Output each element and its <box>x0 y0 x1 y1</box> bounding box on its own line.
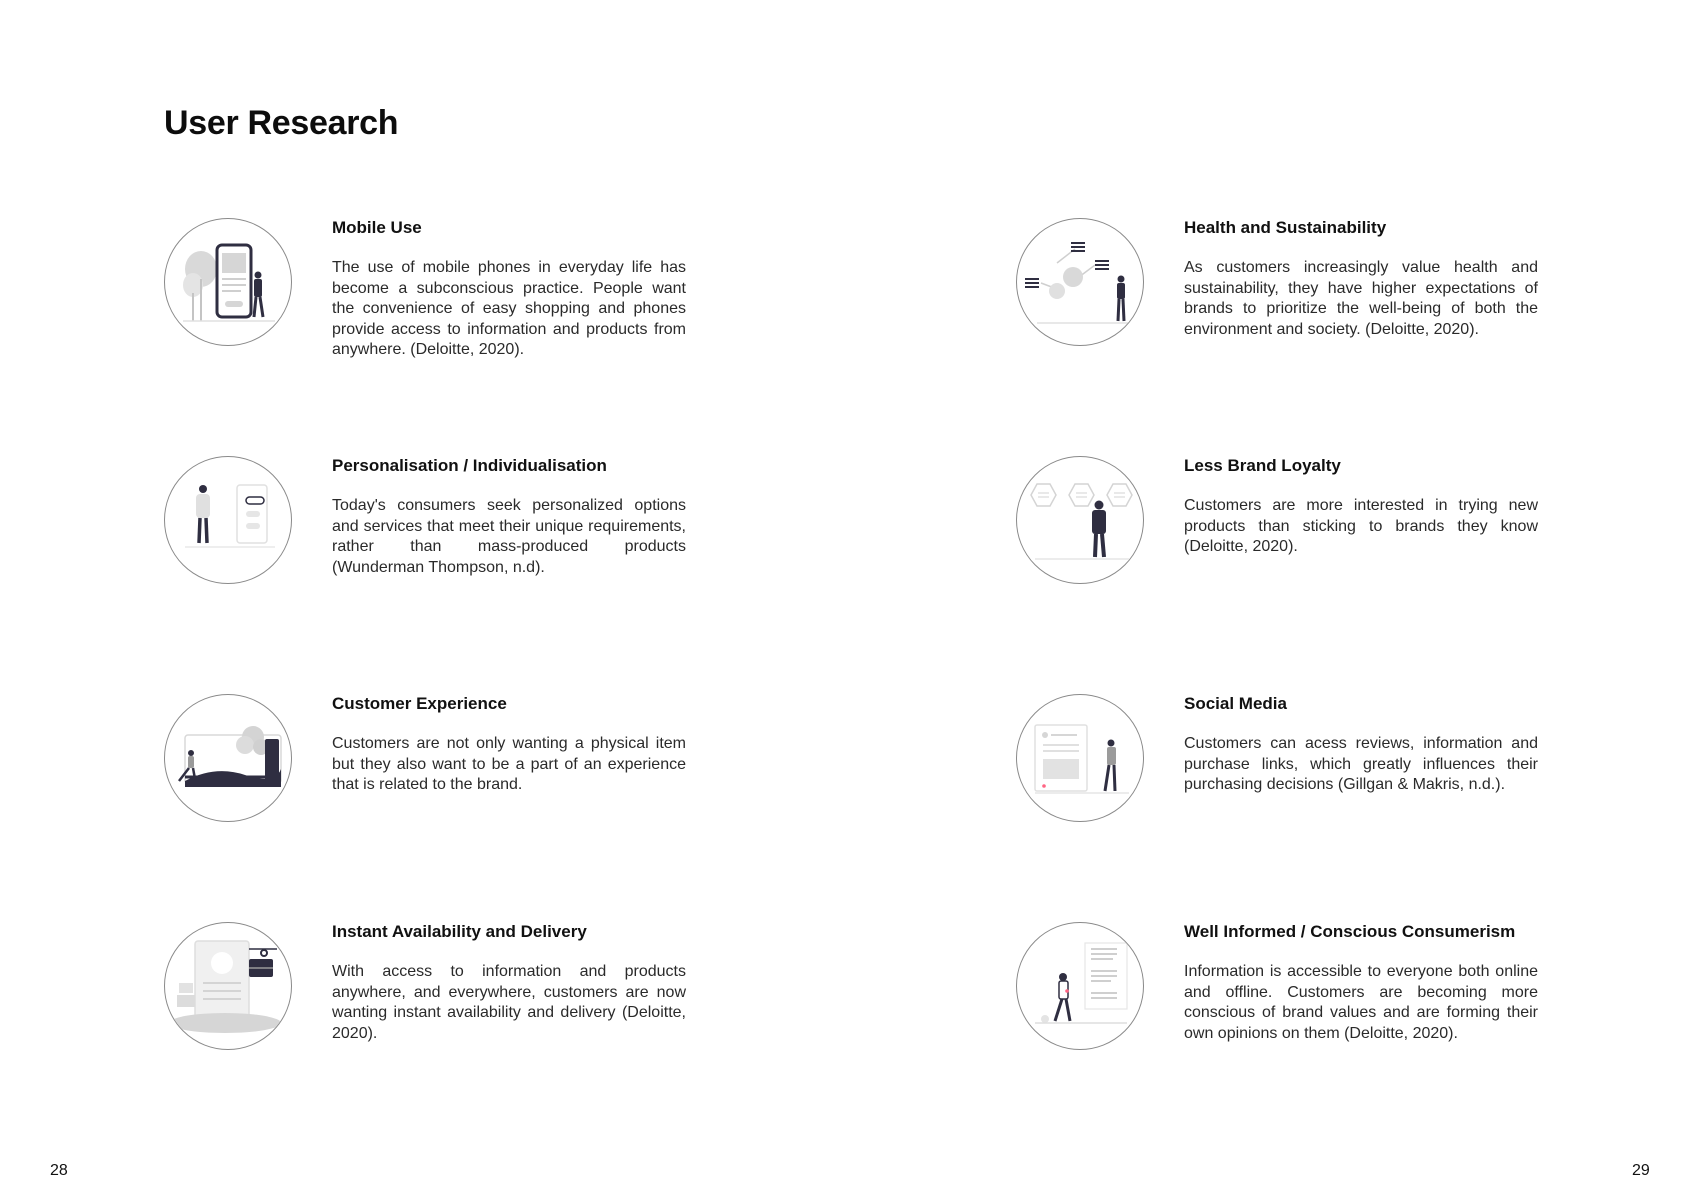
page-number-right: 29 <box>1632 1162 1650 1179</box>
research-item-customer-experience <box>164 694 884 834</box>
delivery-packages-illustration-icon <box>164 922 292 1050</box>
item-title: Health and Sustainability <box>1184 218 1387 237</box>
hexagon-choices-illustration-icon <box>1016 456 1144 584</box>
reading-documents-illustration-icon <box>1016 922 1144 1050</box>
item-title: Well Informed / Conscious Consumerism <box>1184 922 1516 941</box>
item-title: Mobile Use <box>332 218 422 237</box>
item-body: Customers can acess reviews, information and purchase links, which greatly influences their purchasing decisions (Gillgan & Makris, n.d.). <box>1184 735 1538 794</box>
item-body: The use of mobile phones in everyday life has become a subconscious practice. People want the convenience of easy shopping and phones provide access to information and products from anywhere. (Deloitte, 2020). <box>332 259 686 359</box>
research-item-well-informed <box>1016 922 1696 1062</box>
social-post-illustration-icon <box>1016 694 1144 822</box>
landscape-screen-illustration-icon <box>164 694 292 822</box>
item-body: Information is accessible to everyone both online and offline. Customers are becoming more conscious of brand values and are forming their own opinions on them (Deloitte, 2020). <box>1184 963 1538 1042</box>
mobile-phone-illustration-icon <box>164 218 292 346</box>
research-item-instant-availability <box>164 922 884 1062</box>
page-title: User Research <box>164 104 399 142</box>
item-title: Less Brand Loyalty <box>1184 456 1341 475</box>
item-title: Customer Experience <box>332 694 507 713</box>
page-number-left: 28 <box>50 1162 68 1179</box>
item-body: With access to information and products anywhere, and everywhere, customers are now wanting instant availability and delivery (Deloitte, 2020). <box>332 963 686 1042</box>
research-item-health-sustainability <box>1016 218 1696 358</box>
item-title: Instant Availability and Delivery <box>332 922 587 941</box>
item-body: Today's consumers seek personalized options and services that meet their unique requirements, rather than mass-produced products (Wunderman Thompson, n.d). <box>332 497 686 576</box>
item-body: Customers are more interested in trying new products than sticking to brands they know (Deloitte, 2020). <box>1184 497 1538 556</box>
settings-toggles-illustration-icon <box>164 456 292 584</box>
research-item-personalisation <box>164 456 884 596</box>
item-title: Social Media <box>1184 694 1287 713</box>
item-title: Personalisation / Individualisation <box>332 456 607 475</box>
research-item-social-media <box>1016 694 1696 834</box>
research-item-mobile-use <box>164 218 884 358</box>
item-body: Customers are not only wanting a physical item but they also want to be a part of an experience that is related to the brand. <box>332 735 686 794</box>
research-item-less-brand-loyalty <box>1016 456 1696 596</box>
item-body: As customers increasingly value health and sustainability, they have higher expectations of brands to prioritize the well-being of both the environment and society. (Deloitte, 2020). <box>1184 259 1538 338</box>
connected-nodes-illustration-icon <box>1016 218 1144 346</box>
